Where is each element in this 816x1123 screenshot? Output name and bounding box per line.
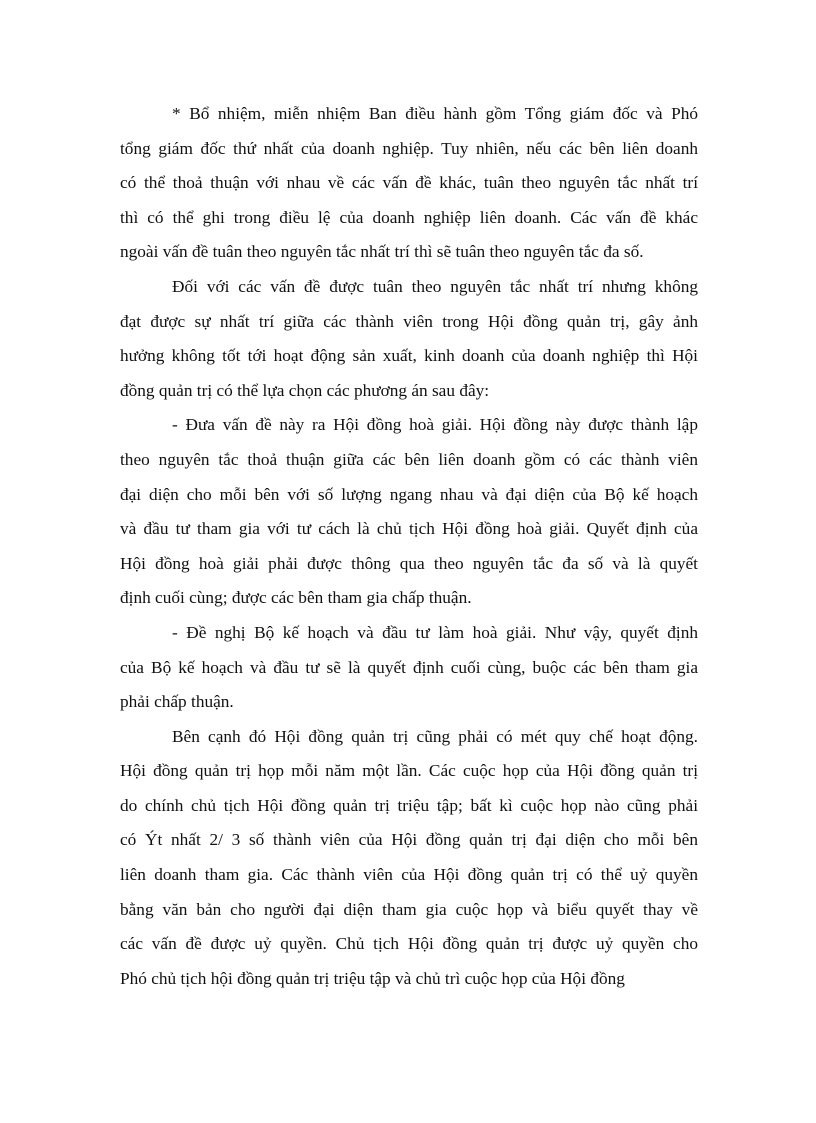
text-line: định cuối cùng; được các bên tham gia chấp thuận. bbox=[120, 588, 472, 608]
text-line: Hội đồng hoà giải phải được thông qua theo nguyên tắc đa số và là quyết bbox=[120, 553, 698, 573]
paragraph-board-operations bbox=[120, 720, 698, 997]
text-line: phải chấp thuận. bbox=[120, 692, 234, 712]
text-line: Bên cạnh đó Hội đồng quản trị cũng phải có mét quy chế hoạt động. bbox=[172, 726, 698, 746]
text-line: * Bổ nhiệm, miễn nhiệm Ban điều hành gồm Tổng giám đốc và Phó bbox=[172, 104, 698, 123]
text-line: Đối với các vấn đề được tuân theo nguyên tắc nhất trí nhưng không bbox=[172, 276, 698, 296]
text-line: do chính chủ tịch Hội đồng quản trị triệu tập; bất kì cuộc họp nào cũng phải bbox=[120, 795, 698, 815]
text-line: của Bộ kế hoạch và đầu tư sẽ là quyết định cuối cùng, buộc các bên tham gia bbox=[120, 657, 698, 677]
text-line: tổng giám đốc thứ nhất của doanh nghiệp. Tuy nhiên, nếu các bên liên doanh bbox=[120, 138, 698, 158]
text-line: có Ýt nhất 2/ 3 số thành viên của Hội đồng quản trị đại diện cho mỗi bên bbox=[120, 830, 698, 850]
paragraph-option-ministry bbox=[120, 616, 698, 720]
paragraph-option-reconciliation-council bbox=[120, 408, 698, 616]
text-line: Hội đồng quản trị họp mỗi năm một lần. Các cuộc họp của Hội đồng quản trị bbox=[120, 761, 698, 781]
text-line: có thể thoả thuận với nhau về các vấn đề khác, tuân theo nguyên tắc nhất trí bbox=[120, 173, 698, 193]
paragraph-consensus bbox=[120, 270, 698, 408]
text-line: liên doanh tham gia. Các thành viên của Hội đồng quản trị có thể uỷ quyền bbox=[120, 865, 698, 885]
text-line: bằng văn bản cho người đại diện tham gia cuộc họp và biểu quyết thay về bbox=[120, 899, 698, 919]
text-line: thì có thể ghi trong điều lệ của doanh nghiệp liên doanh. Các vấn đề khác bbox=[120, 207, 698, 227]
text-line: - Đưa vấn đề này ra Hội đồng hoà giải. Hội đồng này được thành lập bbox=[172, 415, 698, 435]
text-line: các vấn đề được uỷ quyền. Chủ tịch Hội đồng quản trị được uỷ quyền cho bbox=[120, 934, 698, 954]
text-line: theo nguyên tắc thoả thuận giữa các bên liên doanh gồm có các thành viên bbox=[120, 449, 698, 469]
text-line: ngoài vấn đề tuân theo nguyên tắc nhất trí thì sẽ tuân theo nguyên tắc đa số. bbox=[120, 242, 644, 262]
text-line: và đầu tư tham gia với tư cách là chủ tịch Hội đồng hoà giải. Quyết định của bbox=[120, 519, 698, 539]
text-line: đại diện cho mỗi bên với số lượng ngang nhau và đại diện của Bộ kế hoạch bbox=[120, 484, 698, 504]
paragraph-appointment bbox=[120, 97, 698, 270]
text-line: đạt được sự nhất trí giữa các thành viên trong Hội đồng quản trị, gây ảnh bbox=[120, 311, 698, 331]
document-body bbox=[120, 97, 698, 996]
text-line: Phó chủ tịch hội đồng quản trị triệu tập và chủ trì cuộc họp của Hội đồng bbox=[120, 968, 625, 988]
text-line: hưởng không tốt tới hoạt động sản xuất, kinh doanh của doanh nghiệp thì Hội bbox=[120, 346, 698, 366]
text-line: đồng quản trị có thể lựa chọn các phương án sau đây: bbox=[120, 380, 490, 400]
text-line: - Đề nghị Bộ kế hoạch và đầu tư làm hoà giải. Như vậy, quyết định bbox=[172, 622, 698, 642]
